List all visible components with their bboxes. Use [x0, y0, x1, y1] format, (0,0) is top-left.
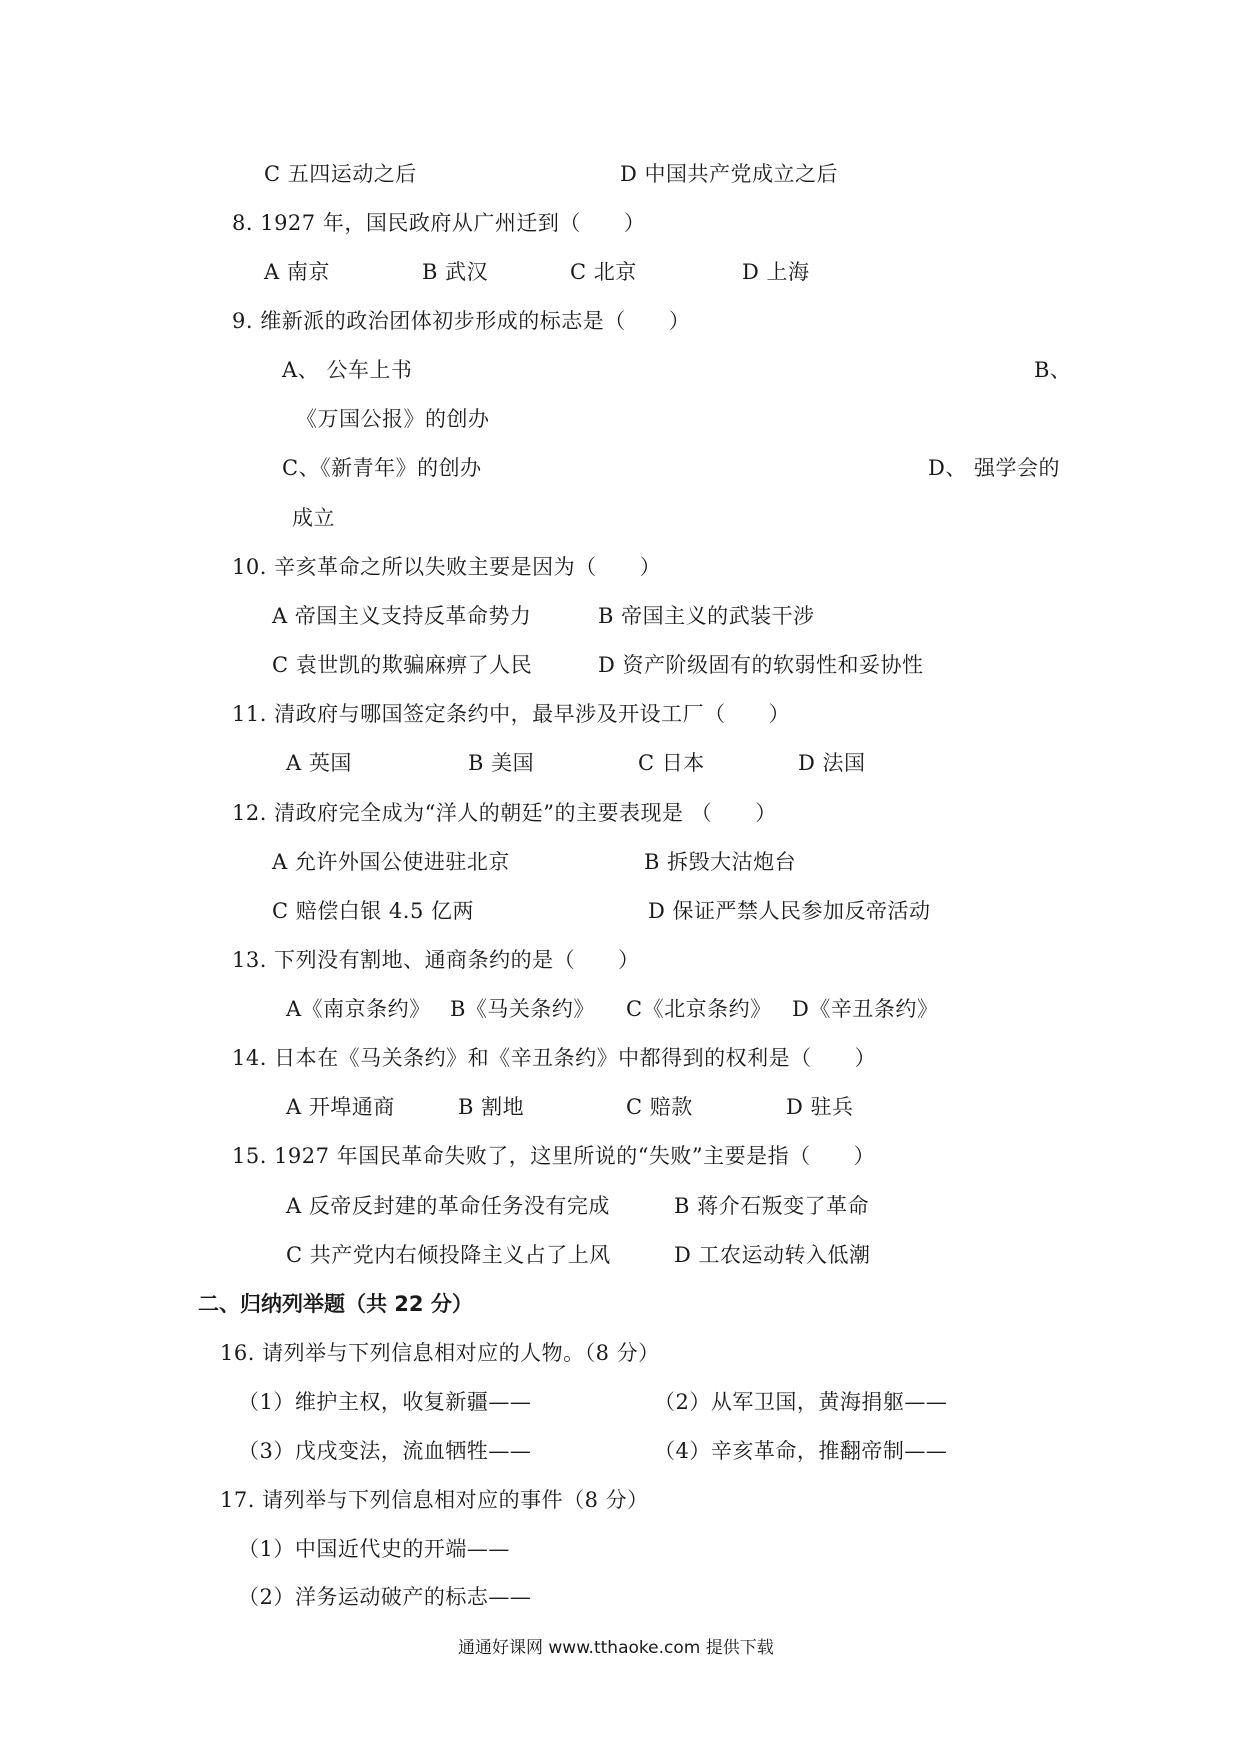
q12-option-a: A 允许外国公使进驻北京	[272, 850, 510, 874]
q11-stem: 11. 清政府与哪国签定条约中，最早涉及开设工厂（ ）	[232, 702, 791, 726]
q9-option-a: A、 公车上书	[282, 358, 413, 382]
q15-stem: 15. 1927 年国民革命失败了，这里所说的“失败”主要是指（ ）	[232, 1144, 876, 1168]
q10-option-b: B 帝国主义的武装干涉	[598, 604, 815, 628]
q15-option-c: C 共产党内右倾投降主义占了上风	[286, 1243, 611, 1267]
q17-item-1: （1）中国近代史的开端——	[238, 1537, 510, 1561]
q8-option-b: B 武汉	[422, 260, 489, 284]
q10-option-c: C 袁世凯的欺骗麻痹了人民	[272, 653, 533, 677]
q8-option-a: A 南京	[264, 260, 330, 284]
q16-item-3: （3）戊戌变法，流血牺牲——	[238, 1439, 532, 1463]
q11-option-a: A 英国	[286, 751, 352, 775]
q11-option-b: B 美国	[468, 751, 535, 775]
q9-option-d-prefix: D、 强学会的	[928, 456, 1061, 480]
q16-stem: 16. 请列举与下列信息相对应的人物。（8 分）	[220, 1341, 660, 1365]
q10-option-a: A 帝国主义支持反革命势力	[272, 604, 532, 628]
q16-item-4: （4）辛亥革命，推翻帝制——	[654, 1439, 948, 1463]
q13-option-a: A《南京条约》	[286, 997, 431, 1021]
q8-option-d: D 上海	[742, 260, 810, 284]
q17-stem: 17. 请列举与下列信息相对应的事件（8 分）	[220, 1488, 649, 1512]
q14-option-c: C 赔款	[626, 1095, 693, 1119]
q13-option-c: C《北京条约》	[626, 997, 772, 1021]
q8-stem: 8. 1927 年，国民政府从广州迁到（ ）	[232, 211, 646, 235]
q14-option-a: A 开埠通商	[286, 1095, 395, 1119]
q15-option-d: D 工农运动转入低潮	[674, 1243, 871, 1267]
q12-option-c: C 赔偿白银 4.5 亿两	[272, 899, 474, 923]
q13-option-b: B《马关条约》	[450, 997, 595, 1021]
q12-option-d: D 保证严禁人民参加反帝活动	[648, 899, 931, 923]
q13-option-d: D《辛丑条约》	[792, 997, 939, 1021]
q14-option-d: D 驻兵	[786, 1095, 854, 1119]
q12-option-b: B 拆毁大沽炮台	[644, 850, 797, 874]
q7-option-c: C 五四运动之后	[264, 162, 417, 186]
q9-option-d-text: 成立	[292, 506, 335, 530]
page-footer: 通通好课网 www.tthaoke.com 提供下载	[458, 1638, 774, 1658]
q16-item-2: （2）从军卫国，黄海捐躯——	[654, 1390, 948, 1414]
q17-item-2: （2）洋务运动破产的标志——	[238, 1585, 532, 1609]
q9-option-c: C、《新青年》的创办	[282, 456, 482, 480]
q14-option-b: B 割地	[458, 1095, 525, 1119]
q16-item-1: （1）维护主权，收复新疆——	[238, 1390, 532, 1414]
q7-option-d: D 中国共产党成立之后	[620, 162, 839, 186]
q15-option-a: A 反帝反封建的革命任务没有完成	[286, 1194, 610, 1218]
q10-stem: 10. 辛亥革命之所以失败主要是因为（ ）	[232, 555, 662, 579]
q10-option-d: D 资产阶级固有的软弱性和妥协性	[598, 653, 924, 677]
q13-stem: 13. 下列没有割地、通商条约的是（ ）	[232, 948, 640, 972]
q9-stem: 9. 维新派的政治团体初步形成的标志是（ ）	[232, 309, 691, 333]
section-2-heading: 二、归纳列举题（共 22 分）	[198, 1292, 473, 1316]
q9-option-b-prefix: B、	[1034, 358, 1072, 382]
q8-option-c: C 北京	[570, 260, 637, 284]
q9-option-b-text: 《万国公报》的创办	[296, 407, 490, 431]
q11-option-c: C 日本	[638, 751, 705, 775]
q14-stem: 14. 日本在《马关条约》和《辛丑条约》中都得到的权利是（ ）	[232, 1046, 877, 1070]
q15-option-b: B 蒋介石叛变了革命	[674, 1194, 870, 1218]
q12-stem: 12. 清政府完全成为“洋人的朝廷”的主要表现是 （ ）	[232, 801, 777, 825]
q11-option-d: D 法国	[798, 751, 866, 775]
